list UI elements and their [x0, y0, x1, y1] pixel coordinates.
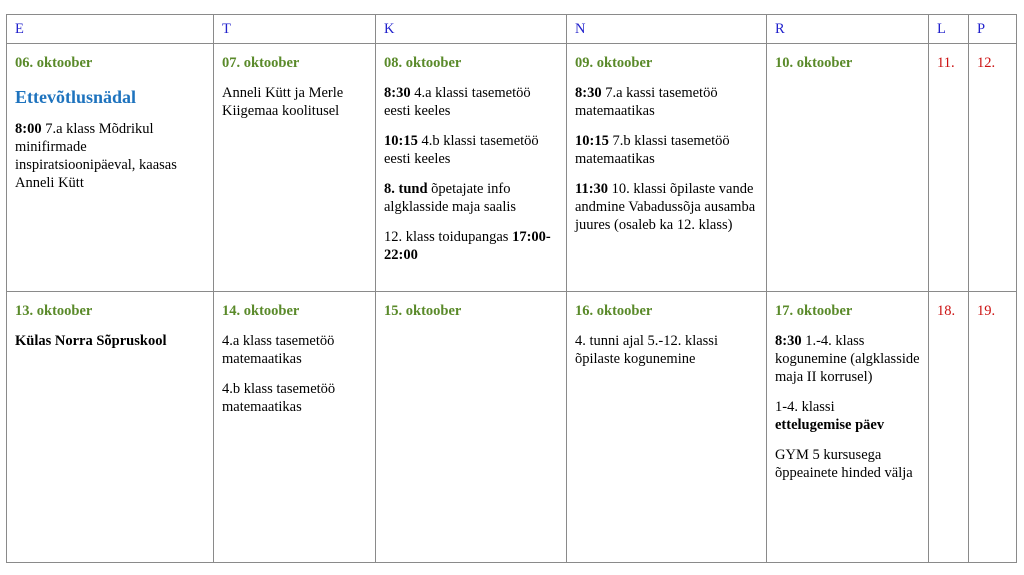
- day-cell-07: [214, 44, 376, 292]
- day-date: 08. oktoober: [384, 55, 462, 71]
- event-text: 4.a klassi tasemetöö eesti keeles: [384, 85, 531, 119]
- event-time: 8:30: [384, 85, 411, 101]
- event-item: 4. tunni ajal 5.-12. klassi õpilaste kogunemine: [575, 333, 718, 367]
- day-cell-12: [969, 44, 1017, 292]
- event-text: 1.-4. klass kogunemine (algklasside maja II korrusel): [775, 333, 920, 385]
- weekday-header-fri: R: [767, 15, 929, 44]
- day-cell-11: [929, 44, 969, 292]
- event-text: 10. klassi õpilaste vande andmine Vabadussõja ausamba juures (osaleb ka 12. klass): [575, 181, 756, 233]
- day-date: 09. oktoober: [575, 55, 653, 71]
- day-date: 17. oktoober: [775, 303, 853, 319]
- day-date: 13. oktoober: [15, 303, 93, 319]
- event-item: [575, 180, 758, 234]
- week-row-2: [7, 292, 1017, 563]
- day-cell-18: [929, 292, 969, 563]
- event-item: [15, 120, 205, 192]
- day-date: 15. oktoober: [384, 303, 462, 319]
- day-cell-06: [7, 44, 214, 292]
- day-cell-19: [969, 292, 1017, 563]
- event-time: 11:30: [575, 181, 609, 197]
- day-date: 10. oktoober: [775, 55, 853, 71]
- event-time: 17:00-22:00: [384, 229, 551, 263]
- event-text: 7.a klass Mõdrikul minifirmade inspiratsioonipäeval, kaasas Anneli Kütt: [15, 121, 177, 191]
- event-item: [384, 132, 558, 168]
- event-time: 8. tund: [384, 181, 428, 197]
- event-text: 7.b klassi tasemetöö matemaatikas: [575, 133, 730, 167]
- weekday-header-sat: L: [929, 15, 969, 44]
- event-item: [384, 180, 558, 216]
- weekday-header-mon: E: [7, 15, 214, 44]
- event-time: 8:30: [775, 333, 802, 349]
- weekday-header-row: [7, 15, 1017, 44]
- day-cell-16: [567, 292, 767, 563]
- day-date: 07. oktoober: [222, 55, 300, 71]
- day-cell-15: [376, 292, 567, 563]
- event-time: 8:30: [575, 85, 602, 101]
- day-date-weekend: 11.: [937, 55, 955, 71]
- event-item: [775, 332, 920, 386]
- event-text: õpetajate info algklasside maja saalis: [384, 181, 517, 215]
- event-text: 1-4. klassi: [775, 399, 835, 415]
- week-theme-title: Ettevõtlusnädal: [15, 87, 137, 107]
- weekday-header-sun: P: [969, 15, 1017, 44]
- weekday-header-wed: K: [376, 15, 567, 44]
- day-date-weekend: 12.: [977, 55, 996, 71]
- day-cell-17: [767, 292, 929, 563]
- day-cell-10: [767, 44, 929, 292]
- day-date: 06. oktoober: [15, 55, 93, 71]
- weekday-header-thu: N: [567, 15, 767, 44]
- event-item: [775, 398, 920, 434]
- weekday-header-tue: T: [214, 15, 376, 44]
- event-highlight: ettelugemise päev: [775, 417, 885, 433]
- weekly-calendar-table: [6, 14, 1017, 563]
- event-item: [384, 228, 558, 264]
- event-item: Külas Norra Sõpruskool: [15, 333, 167, 349]
- event-item: [575, 84, 758, 120]
- event-item: 4.a klass tasemetöö matemaatikas: [222, 333, 335, 367]
- event-time: 10:15: [575, 133, 609, 149]
- event-time: 10:15: [384, 133, 418, 149]
- day-cell-09: [567, 44, 767, 292]
- day-date-weekend: 19.: [977, 303, 996, 319]
- event-time: 8:00: [15, 121, 42, 137]
- event-text: 7.a kassi tasemetöö matemaatikas: [575, 85, 718, 119]
- day-date: 14. oktoober: [222, 303, 300, 319]
- day-date: 16. oktoober: [575, 303, 653, 319]
- event-text: 12. klass toidupangas: [384, 229, 513, 245]
- event-item: [575, 132, 758, 168]
- day-cell-13: [7, 292, 214, 563]
- day-cell-14: [214, 292, 376, 563]
- event-item: 4.b klass tasemetöö matemaatikas: [222, 381, 336, 415]
- event-item: GYM 5 kursusega õppeainete hinded välja: [775, 447, 913, 481]
- event-text: 4.b klassi tasemetöö eesti keeles: [384, 133, 539, 167]
- event-item: [384, 84, 558, 120]
- week-row-1: [7, 44, 1017, 292]
- event-item: Anneli Kütt ja Merle Kiigemaa koolitusel: [222, 85, 344, 119]
- day-cell-08: [376, 44, 567, 292]
- day-date-weekend: 18.: [937, 303, 956, 319]
